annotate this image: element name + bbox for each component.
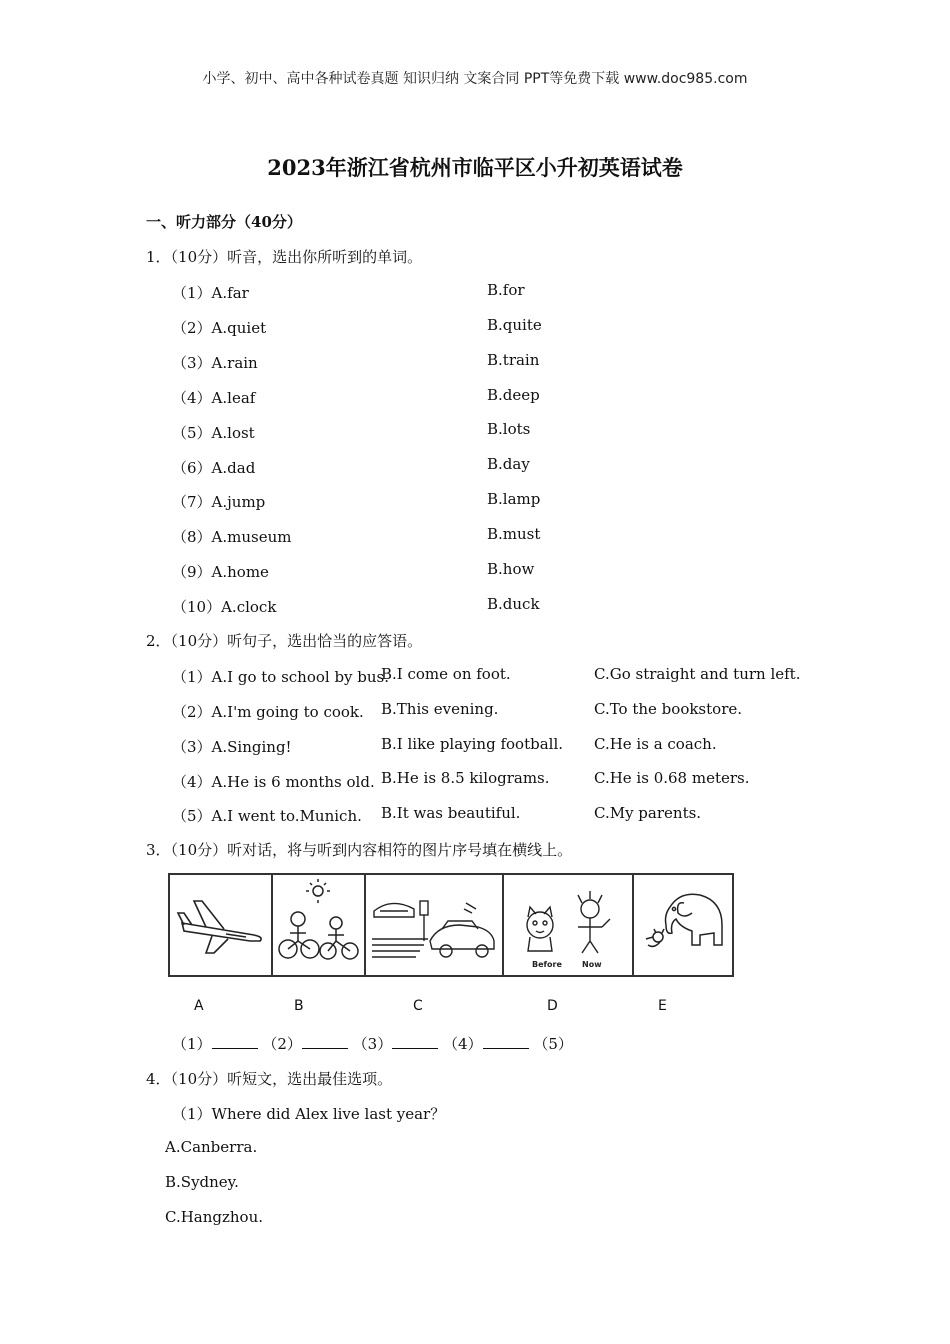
q1-option-a: （8）A.museum xyxy=(172,528,292,546)
q3-answer-blanks xyxy=(172,1033,573,1054)
q2-option-a: （3）A.Singing! xyxy=(172,738,292,756)
q2-option-a: （4）A.He is 6 months old. xyxy=(172,773,375,791)
q1-option-b: B.deep xyxy=(487,386,540,404)
answer-blank[interactable] xyxy=(392,1034,438,1049)
section-listening: 一、听力部分（40分） xyxy=(146,213,302,231)
q2-option-b: B.I come on foot. xyxy=(381,665,511,683)
before-label: Before xyxy=(532,960,562,969)
picture-label: B xyxy=(294,998,304,1014)
q2-option-b: B.I like playing football. xyxy=(381,735,564,753)
q4-option: B.Sydney. xyxy=(165,1173,239,1191)
q2-option-c: C.Go straight and turn left. xyxy=(594,665,801,683)
q2-stem: 2．（10分）听句子，选出恰当的应答语。 xyxy=(146,632,423,650)
q1-option-a: （5）A.lost xyxy=(172,424,255,442)
q2-option-c: C.He is 0.68 meters. xyxy=(594,769,750,787)
q1-option-b: B.lamp xyxy=(487,490,541,508)
before-now-icon xyxy=(506,879,630,973)
q1-option-a: （4）A.leaf xyxy=(172,389,256,407)
blank-number: （1） xyxy=(172,1035,212,1053)
q1-option-a: （9）A.home xyxy=(172,563,269,581)
q1-option-a: （7）A.jump xyxy=(172,493,266,511)
q1-option-b: B.day xyxy=(487,455,530,473)
picture-divider xyxy=(502,875,504,975)
page-title: 2023年浙江省杭州市临平区小升初英语试卷 xyxy=(267,155,683,180)
page-header: 小学、初中、高中各种试卷真题 知识归纳 文案合同 PPT等免费下载 www.doc985.com xyxy=(202,71,748,87)
q1-option-b: B.train xyxy=(487,351,540,369)
q4-stem: 4．（10分）听短文，选出最佳选项。 xyxy=(146,1070,393,1088)
q1-option-a: （3）A.rain xyxy=(172,354,258,372)
q1-option-a: （1）A.far xyxy=(172,284,249,302)
answer-blank[interactable] xyxy=(483,1034,529,1049)
picture-label: D xyxy=(547,998,558,1014)
picture-divider xyxy=(364,875,366,975)
q2-option-b: B.This evening. xyxy=(381,700,499,718)
q1-option-b: B.quite xyxy=(487,316,542,334)
q3-stem: 3．（10分）听对话，将与听到内容相符的图片序号填在横线上。 xyxy=(146,841,573,859)
elephant-icon xyxy=(636,879,730,973)
q2-option-c: C.My parents. xyxy=(594,804,702,822)
q1-option-a: （2）A.quiet xyxy=(172,319,267,337)
answer-blank[interactable] xyxy=(302,1034,348,1049)
q1-option-b: B.for xyxy=(487,281,525,299)
q1-option-b: B.must xyxy=(487,525,541,543)
blank-number: （4） xyxy=(442,1035,483,1053)
q4-option: C.Hangzhou. xyxy=(165,1208,264,1226)
now-label: Now xyxy=(582,960,602,969)
picture-divider xyxy=(632,875,634,975)
q1-option-a: （10）A.clock xyxy=(172,598,277,616)
picture-label: A xyxy=(194,998,204,1014)
blank-number: （5） xyxy=(533,1035,573,1053)
blank-number: （3） xyxy=(352,1035,393,1053)
q1-option-b: B.how xyxy=(487,560,535,578)
q1-option-a: （6）A.dad xyxy=(172,459,256,477)
q4-subquestion: （1）Where did Alex live last year？ xyxy=(172,1105,446,1123)
q3-picture-strip xyxy=(168,873,734,977)
picture-divider xyxy=(271,875,273,975)
picture-label: C xyxy=(413,998,423,1014)
q2-option-c: C.He is a coach. xyxy=(594,735,717,753)
q2-option-b: B.He is 8.5 kilograms. xyxy=(381,769,550,787)
answer-blank[interactable] xyxy=(212,1034,258,1049)
q1-option-b: B.lots xyxy=(487,420,531,438)
picture-label: E xyxy=(658,998,667,1014)
q2-option-a: （5）A.I went to.Munich. xyxy=(172,807,362,825)
cyclists-icon xyxy=(276,879,360,973)
blank-number: （2） xyxy=(262,1035,302,1053)
street-car-icon xyxy=(368,879,498,973)
q2-option-b: B.It was beautiful. xyxy=(381,804,521,822)
q4-option: A.Canberra. xyxy=(165,1138,258,1156)
q2-option-a: （2）A.I'm going to cook. xyxy=(172,703,364,721)
q1-stem: 1．（10分）听音，选出你所听到的单词。 xyxy=(146,248,423,266)
q2-option-c: C.To the bookstore. xyxy=(594,700,743,718)
q1-option-b: B.duck xyxy=(487,595,540,613)
airplane-icon xyxy=(176,879,266,973)
q2-option-a: （1）A.I go to school by bus. xyxy=(172,668,390,686)
